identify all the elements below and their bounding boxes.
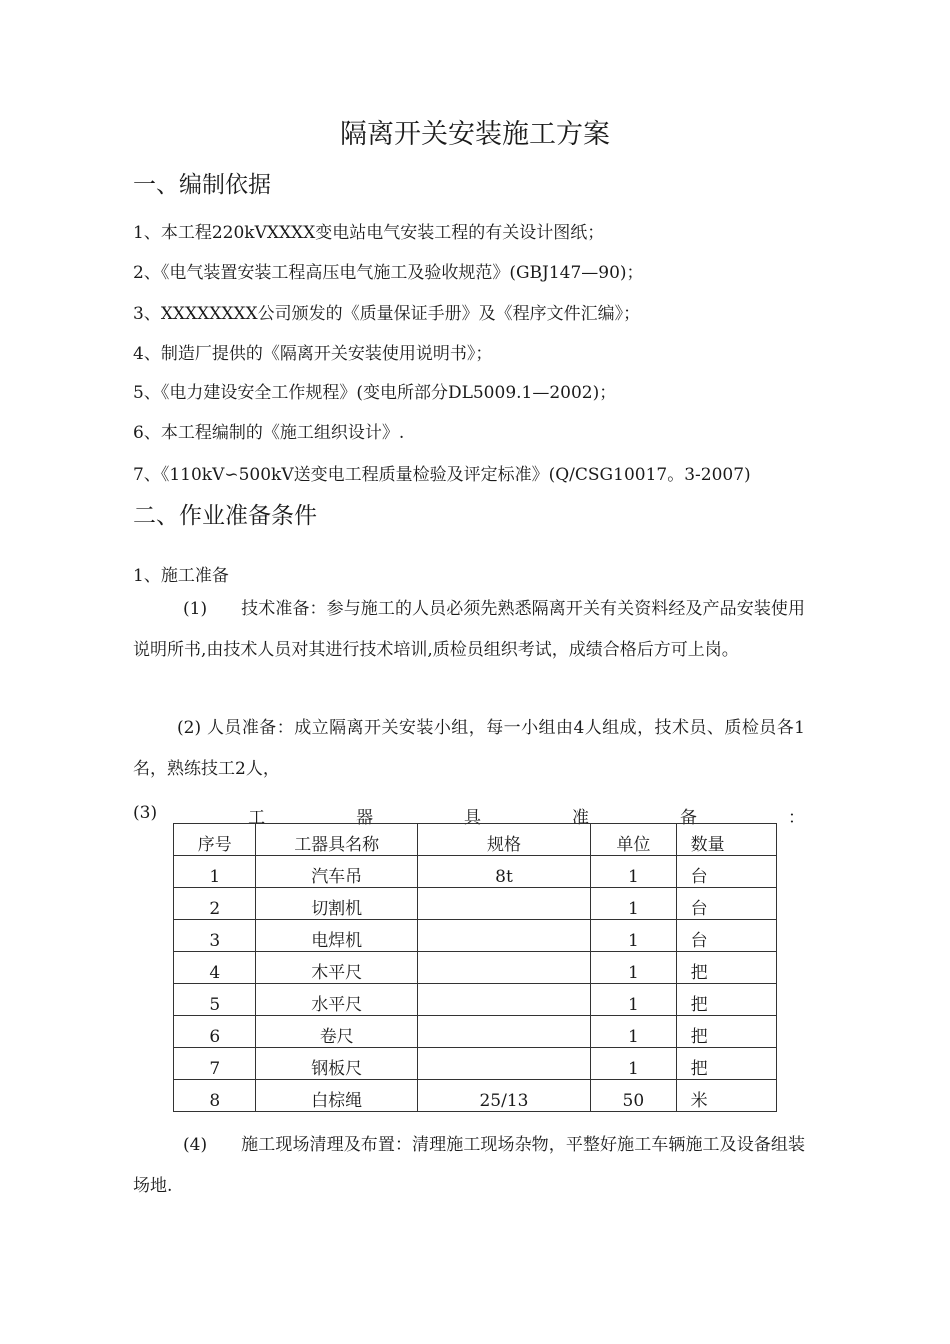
table-cell: 1 [591, 920, 677, 952]
tools-heading-colon: ： [788, 808, 805, 828]
tools-heading-char: 具 [464, 808, 482, 828]
table-row [174, 984, 777, 1016]
paragraph-number: (3) [133, 803, 158, 823]
table-cell: 2 [174, 888, 256, 920]
table-cell: 台 [676, 856, 776, 888]
document-title: 隔离开关安装施工方案 [340, 119, 610, 150]
table-cell: 1 [591, 888, 677, 920]
header-cell: 工器具名称 [256, 824, 417, 856]
table-row [174, 856, 777, 888]
table-row [174, 888, 777, 920]
header-cell: 数量 [676, 824, 776, 856]
table-cell: 3 [174, 920, 256, 952]
table-cell [417, 952, 590, 984]
section-heading-basis: 一、编制依据 [133, 172, 271, 198]
paragraph-text: 技术准备：参与施工的人员必须先熟悉隔离开关有关资料经及产品安装使用说明所书,由技术人员对其进行技术培训,质检员组织考试，成绩合格后方可上岗。 [133, 599, 805, 660]
table-row [174, 1016, 777, 1048]
table-cell: 台 [676, 888, 776, 920]
table-cell: 水平尺 [256, 984, 417, 1016]
table-cell: 木平尺 [256, 952, 417, 984]
table-cell: 钢板尺 [256, 1048, 417, 1080]
basis-item-5: 5、《电力建设安全工作规程》(变电所部分DL5009.1—2002)； [133, 383, 617, 403]
table-cell: 5 [174, 984, 256, 1016]
table-cell: 把 [676, 1016, 776, 1048]
table-cell: 1 [591, 984, 677, 1016]
table-cell [417, 1048, 590, 1080]
table-cell: 7 [174, 1048, 256, 1080]
header-cell: 单位 [591, 824, 677, 856]
basis-item-4: 4、制造厂提供的《隔离开关安装使用说明书》； [133, 344, 493, 364]
table-row [174, 1048, 777, 1080]
table-cell: 电焊机 [256, 920, 417, 952]
subheading-construction-prep: 1、施工准备 [133, 566, 229, 586]
table-cell: 1 [591, 1016, 677, 1048]
basis-item-7: 7、《110kV∽500kV送变电工程质量检验及评定标准》(Q/CSG10017。3-2007) [133, 465, 751, 485]
paragraph-site-cleanup [133, 1125, 805, 1207]
table-cell: 汽车吊 [256, 856, 417, 888]
table-cell: 1 [174, 856, 256, 888]
table-row [174, 952, 777, 984]
table-cell [417, 984, 590, 1016]
header-cell: 规格 [417, 824, 590, 856]
table-cell: 1 [591, 1048, 677, 1080]
table-cell [417, 1016, 590, 1048]
header-cell: 序号 [174, 824, 256, 856]
tools-heading-char: 工 [248, 808, 266, 828]
table-cell: 1 [591, 856, 677, 888]
tools-heading-char: 器 [356, 808, 374, 828]
basis-item-2: 2、《电气装置安装工程高压电气施工及验收规范》(GBJ147—90)； [133, 263, 644, 283]
table-cell: 25/13 [417, 1080, 590, 1112]
table-cell: 把 [676, 984, 776, 1016]
paragraph-text: 施工现场清理及布置：清理施工现场杂物，平整好施工车辆施工及设备组装场地. [133, 1135, 805, 1196]
tools-heading-char: 准 [572, 808, 590, 828]
table-row [174, 1080, 777, 1112]
table-cell [417, 888, 590, 920]
table-cell: 白棕绳 [256, 1080, 417, 1112]
table-cell: 把 [676, 1048, 776, 1080]
tools-table [173, 823, 777, 1112]
table-cell: 6 [174, 1016, 256, 1048]
table-row [174, 920, 777, 952]
table-cell: 台 [676, 920, 776, 952]
section-heading-preparation: 二、作业准备条件 [133, 503, 317, 529]
basis-item-1: 1、本工程220kVXXXX变电站电气安装工程的有关设计图纸； [133, 223, 605, 243]
basis-item-6: 6、本工程编制的《施工组织设计》. [133, 423, 405, 443]
tools-heading-char: 备 [680, 808, 698, 828]
paragraph-number: (1) [183, 599, 208, 619]
table-cell: 切割机 [256, 888, 417, 920]
paragraph-number: (4) [183, 1135, 208, 1155]
table-cell: 4 [174, 952, 256, 984]
basis-item-3: 3、XXXXXXXX公司颁发的《质量保证手册》及《程序文件汇编》； [133, 304, 641, 324]
table-header-row [174, 824, 777, 856]
table-cell: 50 [591, 1080, 677, 1112]
paragraph-personnel-prep: (2) 人员准备：成立隔离开关安装小组，每一小组由4人组成，技术员、质检员各1名，熟练技工2人， [133, 718, 805, 779]
table-cell: 米 [676, 1080, 776, 1112]
table-cell [417, 920, 590, 952]
table-cell: 把 [676, 952, 776, 984]
table-cell: 卷尺 [256, 1016, 417, 1048]
table-cell: 8 [174, 1080, 256, 1112]
table-cell: 8t [417, 856, 590, 888]
paragraph-technical-prep [133, 589, 805, 671]
table-cell: 1 [591, 952, 677, 984]
